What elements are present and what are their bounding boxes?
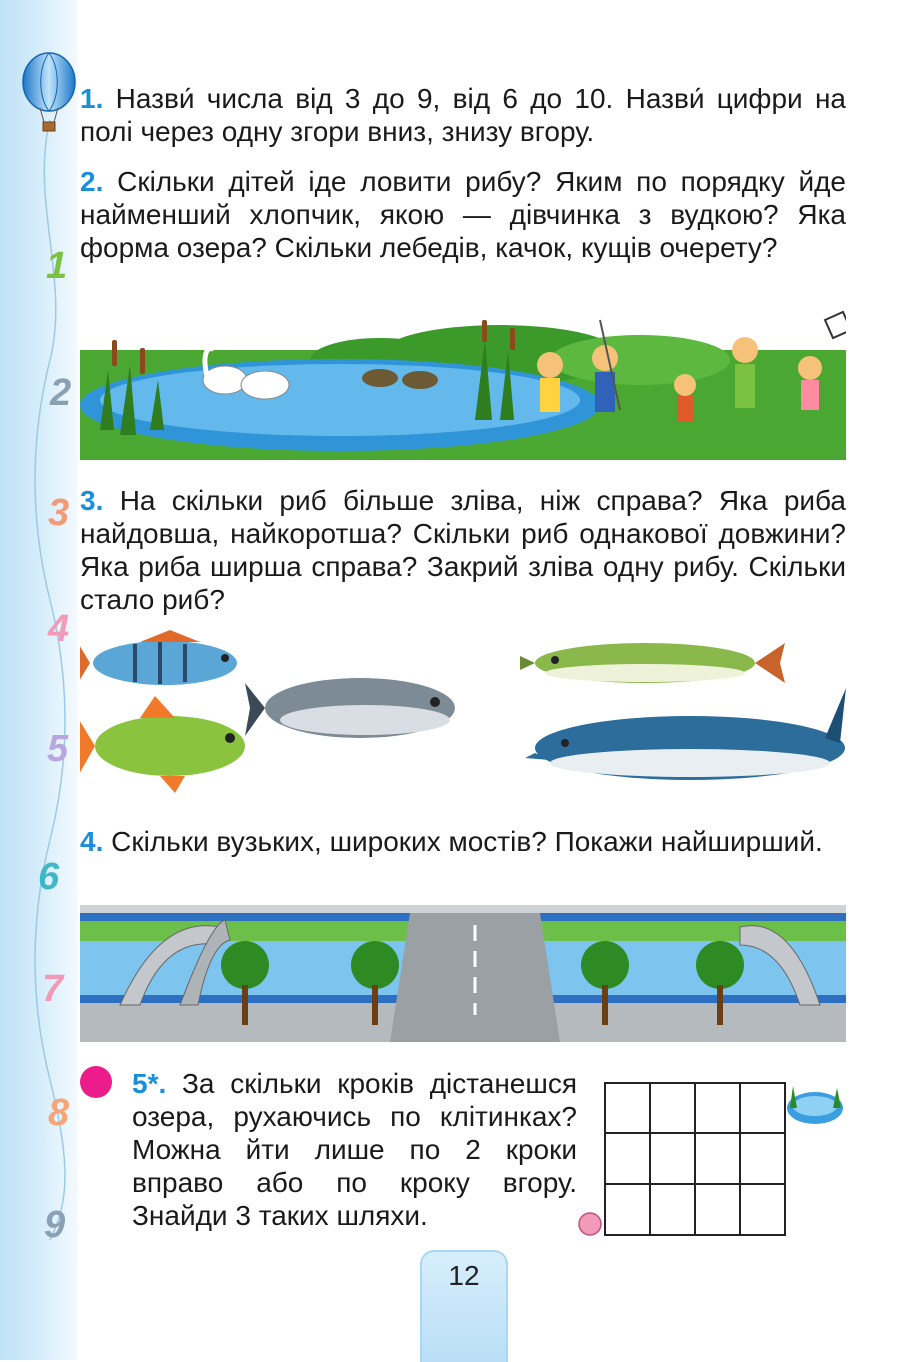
task-3-text: На скільки риб більше зліва, ніж справа? Яка риба найдовша, найкоротша? Скільки риб однакової довжини? Яка риба ширша справа? Закрий зліва одну рибу. Скільки стало риб? (80, 485, 847, 615)
fish-sturgeon (525, 688, 846, 780)
task-5 (132, 1067, 577, 1232)
fish-pike (520, 643, 785, 683)
page-number: 12 (448, 1260, 480, 1291)
margin-number-5: 5 (47, 728, 69, 770)
fish-tuna (245, 678, 455, 738)
pink-difficulty-marker (80, 1066, 112, 1098)
margin-number-8: 8 (48, 1092, 70, 1134)
task-5-number: 5*. (132, 1068, 167, 1099)
fish-rudd (80, 696, 245, 793)
margin-number-3: 3 (48, 492, 70, 534)
bridges-illustration (80, 905, 846, 1042)
hot-air-balloon-icon (18, 52, 80, 134)
task-2 (80, 165, 846, 264)
task-4-number: 4. (80, 826, 104, 857)
task-1-text: Назви́ числа від 3 до 9, від 6 до 10. Назви́ цифри на полі через одну згори вниз, знизу вгору. (80, 83, 846, 147)
margin-number-9: 9 (44, 1204, 66, 1246)
margin-number-4: 4 (48, 608, 70, 650)
path-grid (575, 1078, 850, 1240)
margin-number-7: 7 (42, 968, 64, 1010)
page-number-tab (420, 1250, 508, 1362)
fish-perch (80, 630, 237, 685)
task-4 (80, 825, 846, 858)
margin-number-6: 6 (38, 856, 60, 898)
start-point-dot (579, 1213, 601, 1235)
task-5-text: За скільки кроків дістанешся озера, рухаючись по клітинках? Можна йти лише по 2 кроки вправо або по кроку вгору. Знайди 3 таких шляхи. (132, 1068, 577, 1231)
task-3-number: 3. (80, 485, 104, 516)
lake-illustration (80, 310, 846, 460)
task-1 (80, 82, 846, 148)
margin-wavy-line (20, 120, 80, 1240)
task-2-text: Скільки дітей іде ловити рибу? Яким по порядку йде найменший хлопчик, якою — дівчинка з вудкою? Яка форма озера? Скільки лебедів, качок, кущів очерету? (80, 166, 846, 263)
task-1-number: 1. (80, 83, 104, 114)
fish-illustration (80, 628, 846, 803)
task-4-text: Скільки вузьких, широких мостів? Покажи найширший. (111, 826, 823, 857)
task-2-number: 2. (80, 166, 104, 197)
margin-number-2: 2 (50, 372, 72, 414)
task-3 (80, 484, 846, 616)
margin-number-1: 1 (46, 245, 68, 287)
lake-target-icon (787, 1086, 843, 1124)
